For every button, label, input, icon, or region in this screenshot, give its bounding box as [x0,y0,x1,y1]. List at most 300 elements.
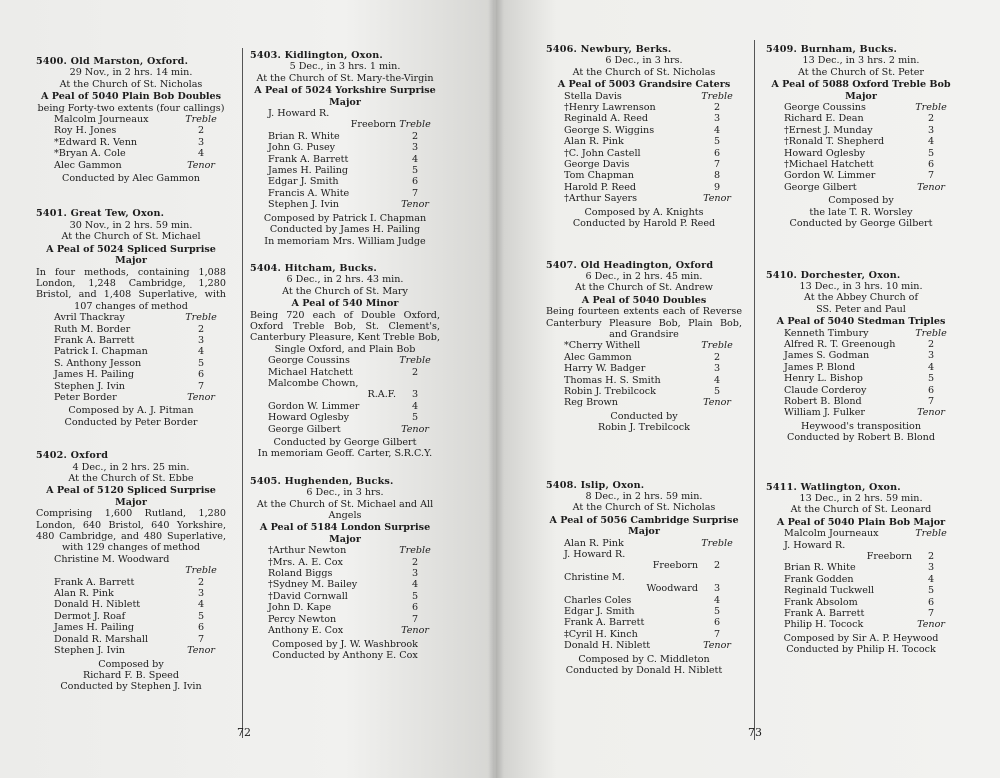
peal-credit-line: Conducted by Harold P. Reed [572,218,716,230]
peal-date-place: At the Church of St. Nicholas [572,502,716,514]
ringer-name: †Michael Hatchett [784,159,874,171]
peal-credit-line: Conducted by George Gilbert [789,218,933,230]
peal-title: A Peal of 5184 London Surprise Major [259,522,431,545]
ringer-row [564,102,736,113]
peal-date-place: At the Church of St. Michael and All Angels [256,498,434,522]
page-number-left: 72 [237,726,251,739]
ringer-row [54,565,220,576]
ringer-row [564,170,736,181]
bell-number [182,554,220,565]
ringer-row [268,591,434,602]
ringer-row [54,554,220,565]
bell-number: 4 [713,124,721,136]
ringer-row [268,625,434,636]
ringer-name: Dermot J. Roaf [54,610,126,622]
bell-number: 4 [927,361,935,373]
peal-credit-line: Conducted by Stephen J. Ivin [60,681,202,693]
ringer-name: Brian R. White [268,130,340,142]
peal-credit-line: Conducted by Alec Gammon [62,173,200,185]
ringer-name: S. Anthony Jesson [54,357,142,369]
ringer-name: Francis A. White [268,187,350,199]
ringer-name: Alec Gammon [564,351,632,363]
ringer-row [54,160,220,171]
ringer-name: Frank A. Barrett [54,334,135,346]
bell-number: 8 [713,170,721,182]
ringer-row [268,355,434,366]
ringer-name: George Gilbert [268,423,341,435]
ringer-name: Howard Oglesby [784,147,866,159]
ringer-name: Reg Brown [564,397,618,409]
peal-heading: 5405. Hughenden, Bucks. [250,475,394,487]
bell-number [912,540,950,551]
ringer-row [564,148,736,159]
bell-number: 5 [927,373,935,385]
ringer-name: William J. Fulker [784,407,866,419]
ringer-name: Henry L. Bishop [784,373,863,385]
ringer-name: George Coussins [784,102,866,114]
peal-date-place: At the Church of St. Peter [797,66,925,78]
bell-number: 9 [713,181,721,193]
bell-number: 6 [927,384,935,396]
peal-entry [766,482,956,656]
peal-heading: 5403. Kidlington, Oxon. [250,50,383,61]
peal-date-place: 13 Dec., in 3 hrs. 10 min. [799,280,923,292]
ringer-row [268,389,434,400]
ringer-name: Michael Hatchett [268,366,353,378]
peal-heading: 5409. Burnham, Bucks. [766,44,898,55]
bell-number: 4 [713,594,721,606]
ringer-name: James H. Pailing [268,165,349,177]
ringer-name: ‡Cyril H. Kinch [564,628,638,640]
bell-number: Tenor [187,391,215,403]
bell-number: 5 [927,147,935,159]
bell-number: 3 [713,363,721,375]
peal-entry [766,44,956,230]
peal-title: A Peal of 5024 Spliced Surprise Major [46,243,216,267]
ringer-list [36,554,226,657]
peal-credit-line: Conducted by [610,410,678,422]
ringer-name: *Edward R. Venn [54,136,138,148]
bell-number: Tenor [401,625,429,637]
ringer-name: Edgar J. Smith [268,176,339,188]
ringer-name: †David Cornwall [268,590,348,602]
bell-number: Tenor [401,199,429,211]
bell-number: 3 [197,334,205,346]
peal-title: A Peal of 540 Minor [291,298,399,310]
peal-credits [766,421,956,444]
ringer-name: †Sydney M. Bailey [268,579,358,591]
bell-number: 2 [197,576,205,588]
ringer-name: †Henry Lawrenson [564,102,656,114]
bell-number: 3 [197,588,205,600]
page-number-right: 73 [748,726,762,739]
ringer-name: Christine M. [564,571,625,583]
peal-heading: 5404. Hitcham, Bucks. [250,262,377,274]
ringer-row [268,545,434,556]
ringer-name: R.A.F. [367,389,396,401]
ringer-name: Freeborn [652,560,698,572]
bell-number: 3 [927,350,935,362]
bell-number: 4 [197,346,205,358]
ringer-row [564,549,736,560]
bell-number: 2 [927,113,935,125]
ringer-row [268,579,434,590]
bell-number [698,549,736,560]
peal-heading: 5407. Old Headington, Oxford [546,259,714,271]
ringer-row [784,182,950,193]
ringer-name: Alec Gammon [54,159,122,171]
ringer-name: †C. John Castell [564,147,641,159]
column-1 [36,56,226,709]
ringer-name: †Mrs. A. E. Cox [268,556,343,568]
column-2 [250,50,440,677]
peal-heading: 5400. Old Marston, Oxford. [36,56,189,67]
bell-number: 7 [927,608,935,620]
peal-credit-line: Conducted by George Gilbert [273,437,417,448]
ringer-row [564,595,736,606]
bell-number: 6 [713,617,721,629]
peal-title: A Peal of 5056 Cambridge Surprise Major [549,514,739,538]
peal-credit-line: In memoriam Mrs. William Judge [264,235,426,247]
book-gutter [488,0,504,778]
ringer-name: Malcolm Journeaux [54,114,149,126]
ringer-name: James P. Blond [784,361,856,373]
ringer-row [784,396,950,407]
bell-number: 4 [411,579,419,591]
ringer-row [54,358,220,369]
peal-date-place: At the Abbey Church of [804,292,918,304]
ringer-name: Donald H. Niblett [564,640,651,652]
peal-credits [36,173,226,184]
ringer-row [54,312,220,323]
ringer-name: George Coussins [268,355,350,367]
ringer-row [564,375,736,386]
peal-date-place: 4 Dec., in 2 hrs. 25 min. [72,461,190,473]
ringer-row [268,176,434,187]
bell-number: 3 [411,389,419,401]
bell-number: 6 [197,369,205,381]
peal-entry [250,263,440,460]
peal-date-place: At the Church of St. Mary [282,285,408,297]
bell-number: Tenor [187,645,215,657]
bell-number: 6 [411,602,419,614]
peal-date-place: At the Church of St. Nicholas [572,66,716,78]
ringer-row [784,170,950,181]
peal-title: A Peal of 5040 Plain Bob Doubles [40,91,222,103]
ringer-name: James H. Pailing [54,622,135,634]
ringer-name: †Ernest J. Munday [784,124,873,136]
ringer-name: Reginald Tuckwell [784,585,875,597]
ringer-name: Brian R. White [784,562,856,574]
column-4 [766,44,956,672]
bell-number: Treble [915,102,947,114]
ringer-row [564,91,736,102]
ringer-row [268,412,434,423]
ringer-list [766,528,956,631]
ringer-row [564,363,736,374]
bell-number: Treble [399,545,431,557]
ringer-row [268,568,434,579]
peal-description: Being 720 each of Double Oxford, Oxford Treble Bob, St. Clement's, Canterbury Pleasure, Kent Treble Bob, Single Oxford, and Plain Bob [250,309,440,355]
ringer-row [268,188,434,199]
ringer-row [268,142,434,153]
peal-heading: 5402. Oxford [36,450,109,462]
peal-date-place: 13 Dec., in 3 hrs. 2 min. [802,55,920,67]
ringer-name: Kenneth Timbury [784,327,869,339]
peal-date-place: 29 Nov., in 2 hrs. 14 min. [69,67,193,79]
peal-entry [546,260,742,434]
bell-number: 7 [411,613,419,625]
ringer-name: Charles Coles [564,594,632,606]
peal-credit-line: Conducted by James H. Pailing [269,224,421,236]
peal-title: A Peal of 5024 Yorkshire Surprise Major [254,85,436,108]
column-rule-right [754,40,755,740]
bell-number [698,572,736,583]
ringer-name: J. Howard R. [564,549,626,561]
ringer-name: John D. Kape [268,602,332,614]
bell-number: 5 [411,590,419,602]
ringer-name: Alan R. Pink [564,537,624,549]
ringer-row [268,602,434,613]
bell-number: 6 [713,147,721,159]
bell-number: Treble [701,90,733,102]
ringer-name: †Ronald T. Shepherd [784,136,885,148]
ringer-row [54,324,220,335]
ringer-name: James H. Pailing [54,369,135,381]
ringer-row [784,328,950,339]
peal-credit-line: Composed by J. W. Washbrook [272,638,418,650]
peal-date-place: At the Church of St. Leonard [790,504,932,516]
bell-number: 5 [197,357,205,369]
peal-date-place: 5 Dec., in 3 hrs. 1 min. [289,61,401,73]
bell-number: 5 [713,136,721,148]
ringer-name: George S. Wiggins [564,124,655,136]
ringer-name: Frank A. Barrett [54,576,135,588]
ringer-name: †Arthur Sayers [564,193,638,205]
column-rule-left [242,48,243,738]
bell-number: Tenor [703,397,731,409]
column-3 [546,44,742,693]
ringer-row [54,611,220,622]
peal-credit-line: Conducted by Peter Border [64,416,198,428]
peal-entry [36,208,226,428]
peal-date-place: At the Church of St. Michael [61,231,201,243]
peal-credit-line: Composed by A. Knights [584,206,704,218]
ringer-row [268,199,434,210]
ringer-name: Harry W. Badger [564,363,646,375]
ringer-row [54,588,220,599]
peal-credit-line: In memoriam Geoff. Carter, S.R.C.Y. [257,448,433,460]
ringer-row [564,617,736,628]
ringer-row [268,557,434,568]
peal-credits [250,437,440,460]
bell-number: 5 [713,606,721,618]
ringer-name: George Gilbert [784,181,857,193]
ringer-row [784,113,950,124]
ringer-row [564,640,736,651]
bell-number: Tenor [917,181,945,193]
ringer-row [784,562,950,573]
bell-number: 2 [197,323,205,335]
ringer-name: Gordon W. Limmer [784,170,876,182]
bell-number: 7 [927,395,935,407]
ringer-list [546,340,742,408]
peal-credits [36,405,226,428]
bell-number: Tenor [187,159,215,171]
bell-number: Tenor [703,193,731,205]
peal-credit-line: Richard F. B. Speed [83,669,179,681]
bell-number: 2 [713,102,721,114]
ringer-name: Claude Corderoy [784,384,867,396]
peal-date-place: 8 Dec., in 2 hrs. 59 min. [585,491,703,502]
ringer-row [54,392,220,403]
ringer-row [784,102,950,113]
ringer-row [54,125,220,136]
bell-number: Tenor [917,407,945,419]
ringer-row [564,560,736,571]
ringer-list [36,114,226,171]
peal-date-place: At the Church of St. Ebbe [68,473,194,484]
peal-credit-line: Conducted by Donald H. Niblett [565,665,723,677]
bell-number: 4 [713,374,721,386]
ringer-name: Percy Newton [268,613,337,625]
peal-entry [36,56,226,184]
peal-credits [766,195,956,229]
ringer-row [268,614,434,625]
bell-number: Tenor [401,423,429,435]
ringer-row [564,397,736,408]
bell-number: 3 [927,124,935,136]
bell-number: 4 [927,573,935,585]
ringer-name: Alfred R. T. Greenough [784,338,896,350]
bell-number: 7 [713,628,721,640]
bell-number: Tenor [917,619,945,631]
ringer-row [54,645,220,656]
ringer-row [564,538,736,549]
ringer-name: Malcombe Chown, [268,377,359,389]
bell-number: 4 [927,136,935,148]
ringer-row [564,583,736,594]
peal-credit-line: Composed by [828,195,894,207]
ringer-row [784,528,950,539]
peal-title: A Peal of 5040 Stedman Triples [776,316,946,328]
bell-number: Treble [185,312,217,324]
ringer-list [766,328,956,419]
ringer-row [784,597,950,608]
peal-entry [250,50,440,247]
ringer-row [54,369,220,380]
peal-heading: 5401. Great Tew, Oxon. [36,208,165,220]
ringer-row [54,622,220,633]
ringer-name: Stephen J. Ivin [54,380,125,392]
ringer-list [546,538,742,652]
peal-heading: 5410. Dorchester, Oxon. [766,269,901,281]
peal-title: A Peal of 5040 Plain Bob Major [776,516,946,528]
ringer-row [564,352,736,363]
bell-number: Treble [399,355,431,367]
ringer-row [268,165,434,176]
ringer-name: †Arthur Newton [268,545,347,557]
bell-number: 2 [411,130,419,142]
peal-title: A Peal of 5003 Grandsire Caters [557,79,731,91]
peal-heading: 5408. Islip, Oxon. [546,479,645,491]
ringer-name: Richard E. Dean [784,113,864,125]
peal-credit-line: Conducted by Anthony E. Cox [272,649,418,661]
ringer-row [784,385,950,396]
peal-credit-line: Robin J. Trebilcock [598,422,690,434]
ringer-row [564,125,736,136]
bell-number: Treble [915,528,947,540]
peal-credit-line: Composed by Sir A. P. Heywood [783,632,939,644]
bell-number: Treble [185,565,217,577]
bell-number: 7 [411,187,419,199]
bell-number: Treble [915,327,947,339]
peal-title: A Peal of 5120 Spliced Surprise Major [46,485,216,508]
bell-number: 4 [197,599,205,611]
ringer-row [564,606,736,617]
bell-number: 3 [197,136,205,148]
ringer-list [250,355,440,435]
peal-description: In four methods, containing 1,088 London, 1,248 Cambridge, 1,280 Bristol, and 1,408 Superlative, with 107 changes of method [36,266,226,312]
bell-number: 7 [927,170,935,182]
peal-credits [546,654,742,677]
ringer-row [268,154,434,165]
bell-number: 7 [197,380,205,392]
peal-date-place: 30 Nov., in 2 hrs. 59 min. [69,219,193,231]
peal-credit-line: Composed by [98,658,164,670]
ringer-name: Donald H. Niblett [54,599,141,611]
peal-credit-line: Composed by Patrick I. Chapman [263,212,427,224]
bell-number: 2 [411,366,419,378]
ringer-row [564,572,736,583]
ringer-name: Peter Border [54,391,117,403]
ringer-row [784,362,950,373]
ringer-row [54,346,220,357]
peal-description: Comprising 1,600 Rutland, 1,280 London, 640 Bristol, 640 Yorkshire, 480 Cambridge, and 480 Superlative, with 129 changes of method [36,508,226,554]
ringer-row [564,113,736,124]
ringer-list [36,312,226,403]
peal-date-place: SS. Peter and Paul [816,303,906,315]
bell-number: 2 [411,556,419,568]
ringer-name: Frank A. Barrett [784,608,865,620]
ringer-name: Woodward [646,583,698,595]
ringer-name: James S. Godman [784,350,870,362]
ringer-row [564,159,736,170]
ringer-name: John G. Pusey [268,142,336,154]
ringer-row [784,574,950,585]
peal-entry [546,480,742,677]
peal-credits [766,633,956,656]
ringer-row [54,335,220,346]
ringer-name: Robin J. Trebilcock [564,385,656,397]
peal-title: A Peal of 5088 Oxford Treble Bob Major [771,79,951,102]
ringer-row [784,407,950,418]
ringer-name: Christine M. Woodward [54,553,170,565]
ringer-name: Frank Godden [784,573,854,585]
bell-number: Treble [701,537,733,549]
bell-number: 3 [713,583,721,595]
ringer-row [268,401,434,412]
bell-number: 5 [411,165,419,177]
ringer-name: Philip H. Tocock [784,619,864,631]
ringer-row [54,381,220,392]
ringer-name: Gordon W. Limmer [268,400,360,412]
ringer-row [784,608,950,619]
bell-number: 2 [927,551,935,563]
bell-number: 2 [713,351,721,363]
ringer-name: Patrick I. Chapman [54,346,148,358]
ringer-row [784,125,950,136]
